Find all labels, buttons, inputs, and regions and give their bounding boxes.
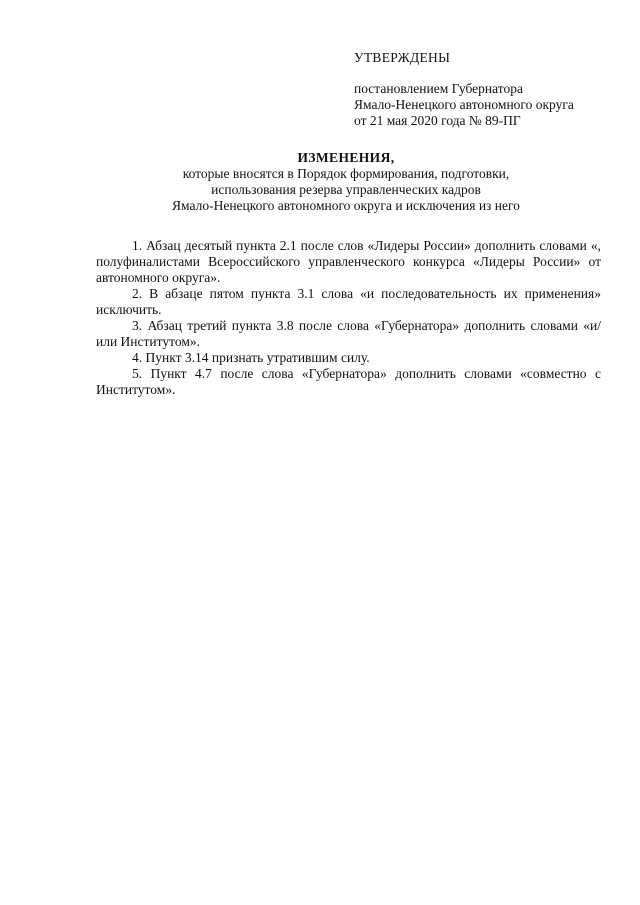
document-title: ИЗМЕНЕНИЯ, [297, 150, 395, 165]
paragraph-item-4: 4. Пункт 3.14 признать утратившим силу. [132, 350, 370, 365]
document-heading [90, 150, 602, 214]
approval-block [354, 50, 574, 129]
approval-title: УТВЕРЖДЕНЫ [354, 50, 451, 65]
paragraph-item-2: 2. В абзаце пятом пункта 3.1 слова «и последовательность их применения» исключить. [96, 286, 601, 317]
paragraph-item-1: 1. Абзац десятый пункта 2.1 после слов «Лидеры России» дополнить словами «, полуфиналистами Всероссийского управленческого конкурса «Лидеры России» от автономного округа». [96, 238, 601, 285]
paragraph-item-5: 5. Пункт 4.7 после слова «Губернатора» дополнить словами «совместно с Институтом». [96, 366, 601, 397]
document-body [96, 238, 601, 398]
approval-line-region: Ямало-Ненецкого автономного округа [354, 97, 574, 112]
heading-line-1: которые вносятся в Порядок формирования, подготовки, [182, 166, 510, 181]
paragraph-item-3: 3. Абзац третий пункта 3.8 после слова «Губернатора» дополнить словами «и/или Институтом». [96, 318, 601, 349]
heading-line-2: использования резерва управленческих кадров [211, 182, 481, 197]
approval-line-decree: постановлением Губернатора [354, 81, 523, 96]
approval-line-date: от 21 мая 2020 года № 89-ПГ [354, 113, 521, 128]
heading-line-3: Ямало-Ненецкого автономного округа и исключения из него [172, 198, 520, 213]
